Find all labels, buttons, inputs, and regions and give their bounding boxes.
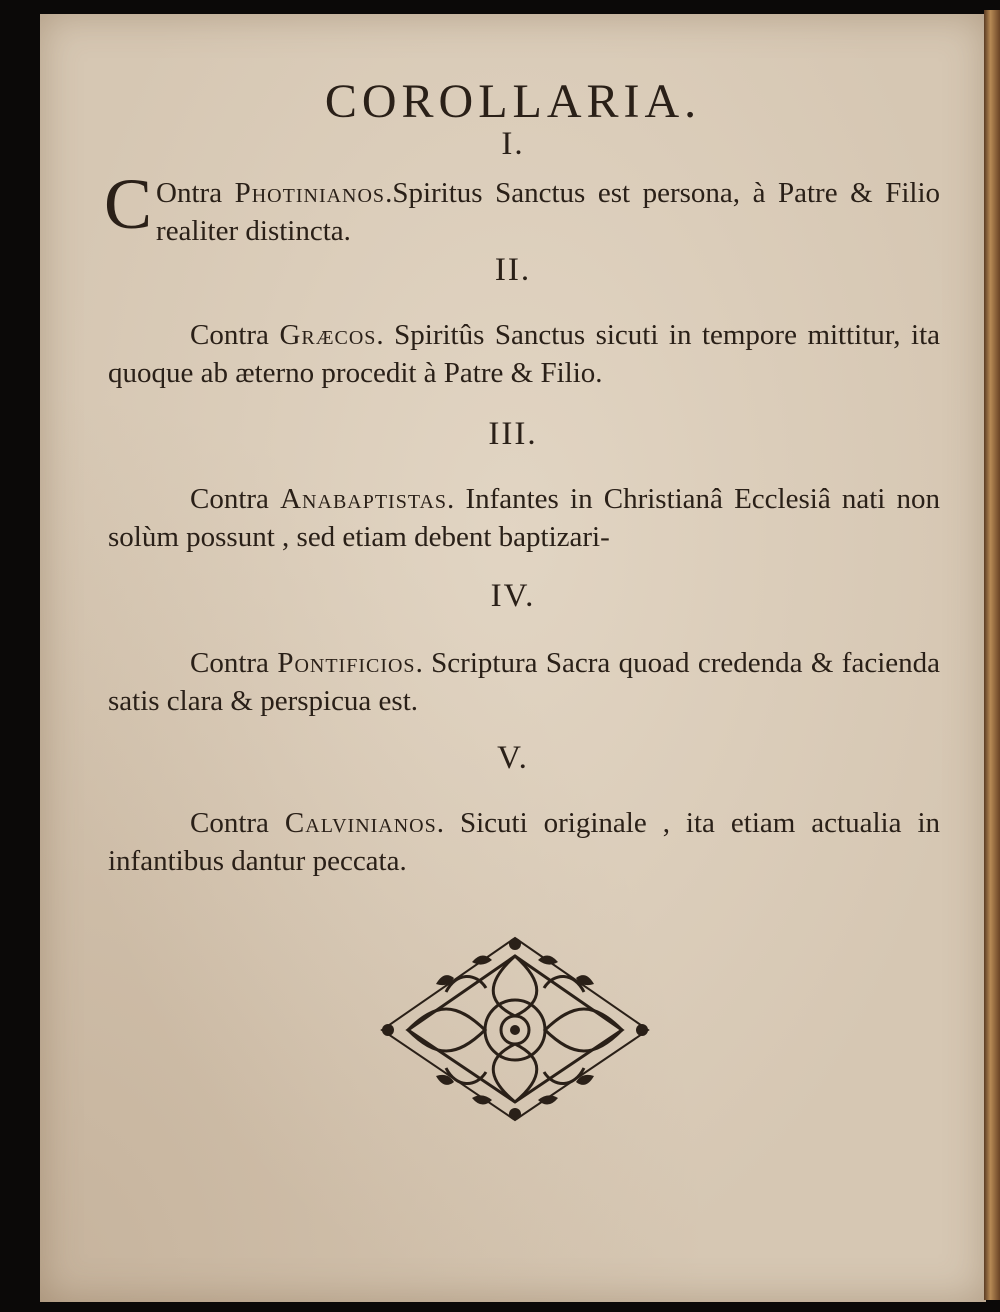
corollary-text-5: [108, 804, 940, 880]
corollary-text-1: [104, 164, 941, 250]
printer-fleuron-ornament-icon: [376, 932, 654, 1126]
corollary-numeral-4: IV.: [490, 578, 536, 614]
page-title: COROLLARIA.: [324, 75, 702, 128]
corollary-numeral-1: I.: [501, 126, 525, 162]
corollary-text-3: [108, 480, 940, 556]
opponent-name: Pontificios: [277, 647, 416, 679]
corollary-text-2: [108, 316, 940, 392]
contra-word: Ontra: [156, 177, 223, 209]
opponent-name: Græcos: [279, 319, 377, 351]
corollary-numeral-5: V.: [497, 740, 529, 776]
book-page: [40, 14, 986, 1302]
thesis-text: .Spiritus Sanctus est persona, à Patre & Filio realiter distincta.: [156, 177, 941, 247]
thesis-text: . Infantes in Christianâ Ecclesiâ nati non solùm possunt , sed etiam debent baptizari-: [108, 483, 941, 553]
thesis-text: . Scriptura Sacra quoad credenda & facienda satis clara & perspicua est.: [108, 647, 940, 717]
contra-word: Contra: [190, 319, 269, 351]
corollary-numeral-2: II.: [494, 252, 532, 288]
opponent-name: Calvinianos: [284, 807, 437, 839]
opponent-name: Anabaptistas: [280, 483, 448, 515]
drop-cap-initial: C: [104, 164, 153, 244]
opponent-name: Photinianos: [234, 177, 386, 209]
contra-word: Contra: [190, 807, 269, 839]
book-edge: [984, 10, 1000, 1300]
thesis-text: . Spiritûs Sanctus sicuti in tempore mittitur, ita quoque ab æterno procedit à Patre & Filio.: [108, 319, 941, 389]
corollary-text-4: [108, 644, 940, 720]
corollary-numeral-3: III.: [488, 416, 538, 452]
contra-word: Contra: [190, 483, 269, 515]
contra-word: Contra: [190, 647, 269, 679]
thesis-text: . Sicuti originale , ita etiam actualia in infantibus dantur peccata.: [108, 807, 940, 877]
